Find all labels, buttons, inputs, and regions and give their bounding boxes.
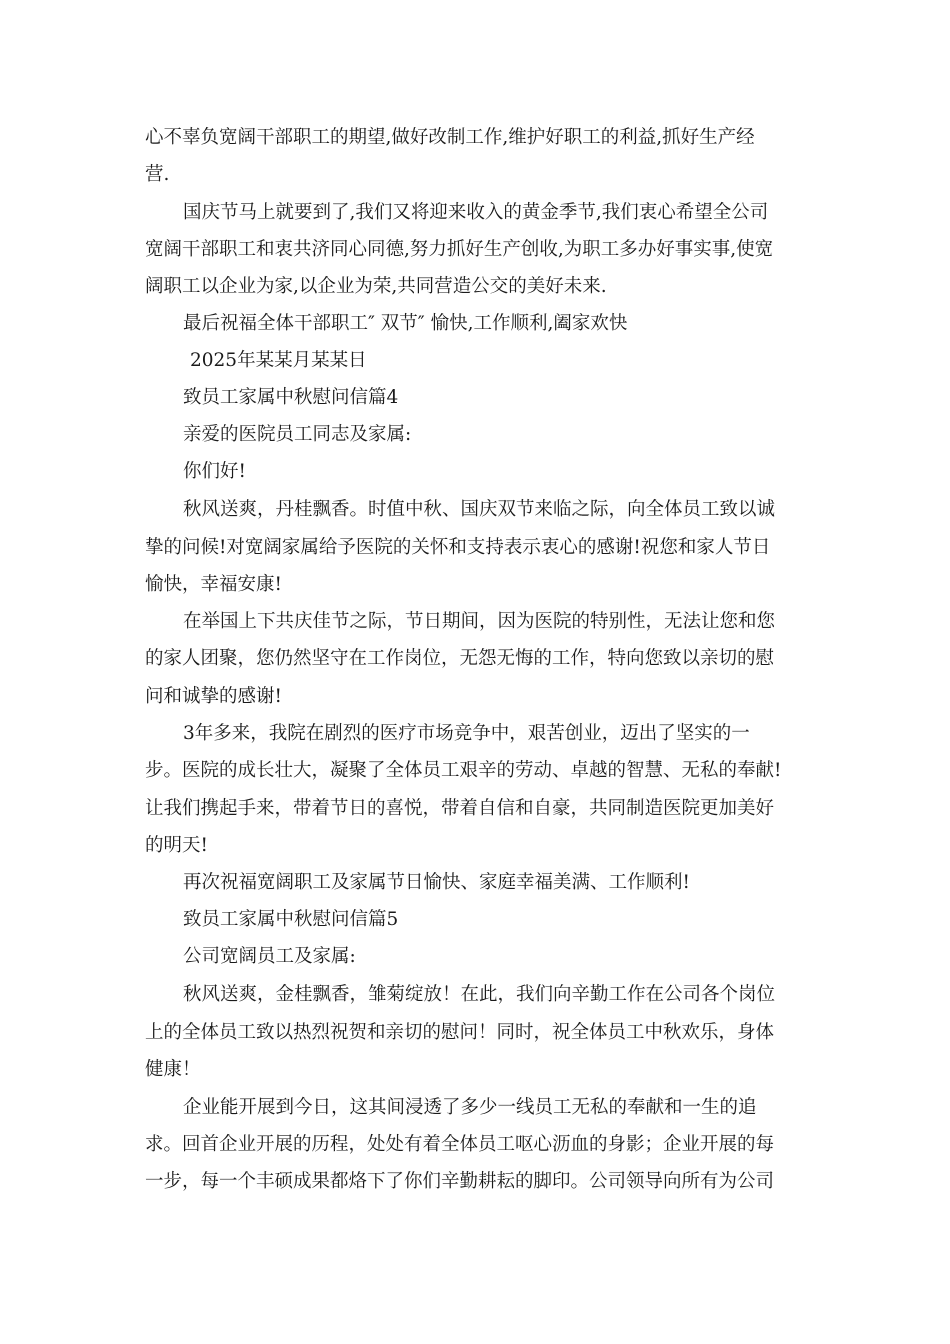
salutation: 亲爱的医院员工同志及家属: bbox=[183, 424, 412, 445]
paragraph-line: 一步，每一个丰硕成果都烙下了你们辛勤耕耘的脚印。公司领导向所有为公司 bbox=[145, 1171, 775, 1192]
greeting: 你们好! bbox=[183, 461, 246, 482]
paragraph-line: 秋风送爽，金桂飘香，雏菊绽放！在此，我们向辛勤工作在公司各个岗位 bbox=[183, 984, 776, 1005]
paragraph-line: 企业能开展到今日，这其间浸透了多少一线员工无私的奉献和一生的追 bbox=[183, 1097, 757, 1118]
paragraph-line: 在举国上下共庆佳节之际，节日期间，因为医院的特别性，无法让您和您 bbox=[183, 611, 776, 632]
paragraph-line: 国庆节马上就要到了,我们又将迎来收入的黄金季节,我们衷心希望全公司 bbox=[183, 202, 769, 223]
salutation: 公司宽阔员工及家属: bbox=[183, 946, 356, 967]
paragraph-line: 步。医院的成长壮大，凝聚了全体员工艰辛的劳动、卓越的智慧、无私的奉献! bbox=[145, 760, 782, 781]
paragraph-line: 健康！ bbox=[145, 1059, 201, 1080]
paragraph-line: 阔职工以企业为家,以企业为荣,共同营造公交的美好未来. bbox=[145, 276, 607, 297]
paragraph-line: 问和诚挚的感谢! bbox=[145, 686, 282, 707]
paragraph-line: 的家人团聚，您仍然坚守在工作岗位，无怨无悔的工作，特向您致以亲切的慰 bbox=[145, 648, 775, 669]
paragraph-line: 秋风送爽，丹桂飘香。时值中秋、国庆双节来临之际，向全体员工致以诚 bbox=[183, 499, 776, 520]
paragraph-line: 的明天! bbox=[145, 835, 208, 856]
paragraph-line: 宽阔干部职工和衷共济同心同德,努力抓好生产创收,为职工多办好事实事,使宽 bbox=[145, 239, 774, 260]
date-line: 2025年某某月某某日 bbox=[190, 350, 367, 371]
letter-title: 致员工家属中秋慰问信篇4 bbox=[183, 387, 399, 408]
closing-wish: 最后祝福全体干部职工″ 双节″ 愉快,工作顺利,阖家欢快 bbox=[183, 313, 628, 334]
paragraph-line: 求。回首企业开展的历程，处处有着全体员工呕心沥血的身影；企业开展的每 bbox=[145, 1134, 775, 1155]
paragraph-line: 再次祝福宽阔职工及家属节日愉快、家庭幸福美满、工作顺利! bbox=[183, 872, 690, 893]
paragraph-line: 3年多来，我院在剧烈的医疗市场竞争中，艰苦创业，迈出了坚实的一 bbox=[183, 723, 750, 744]
paragraph-line: 上的全体员工致以热烈祝贺和亲切的慰问！同时，祝全体员工中秋欢乐，身体 bbox=[145, 1022, 775, 1043]
paragraph-line: 心不辜负宽阔干部职工的期望,做好改制工作,维护好职工的利益,抓好生产经 bbox=[145, 127, 755, 148]
letter-title: 致员工家属中秋慰问信篇5 bbox=[183, 909, 399, 930]
paragraph-line: 挚的问候!对宽阔家属给予医院的关怀和支持表示衷心的感谢!祝您和家人节日 bbox=[145, 537, 771, 558]
paragraph-line: 愉快，幸福安康! bbox=[145, 574, 282, 595]
paragraph-line: 营. bbox=[145, 164, 170, 185]
paragraph-line: 让我们携起手来，带着节日的喜悦，带着自信和自豪，共同制造医院更加美好 bbox=[145, 798, 775, 819]
